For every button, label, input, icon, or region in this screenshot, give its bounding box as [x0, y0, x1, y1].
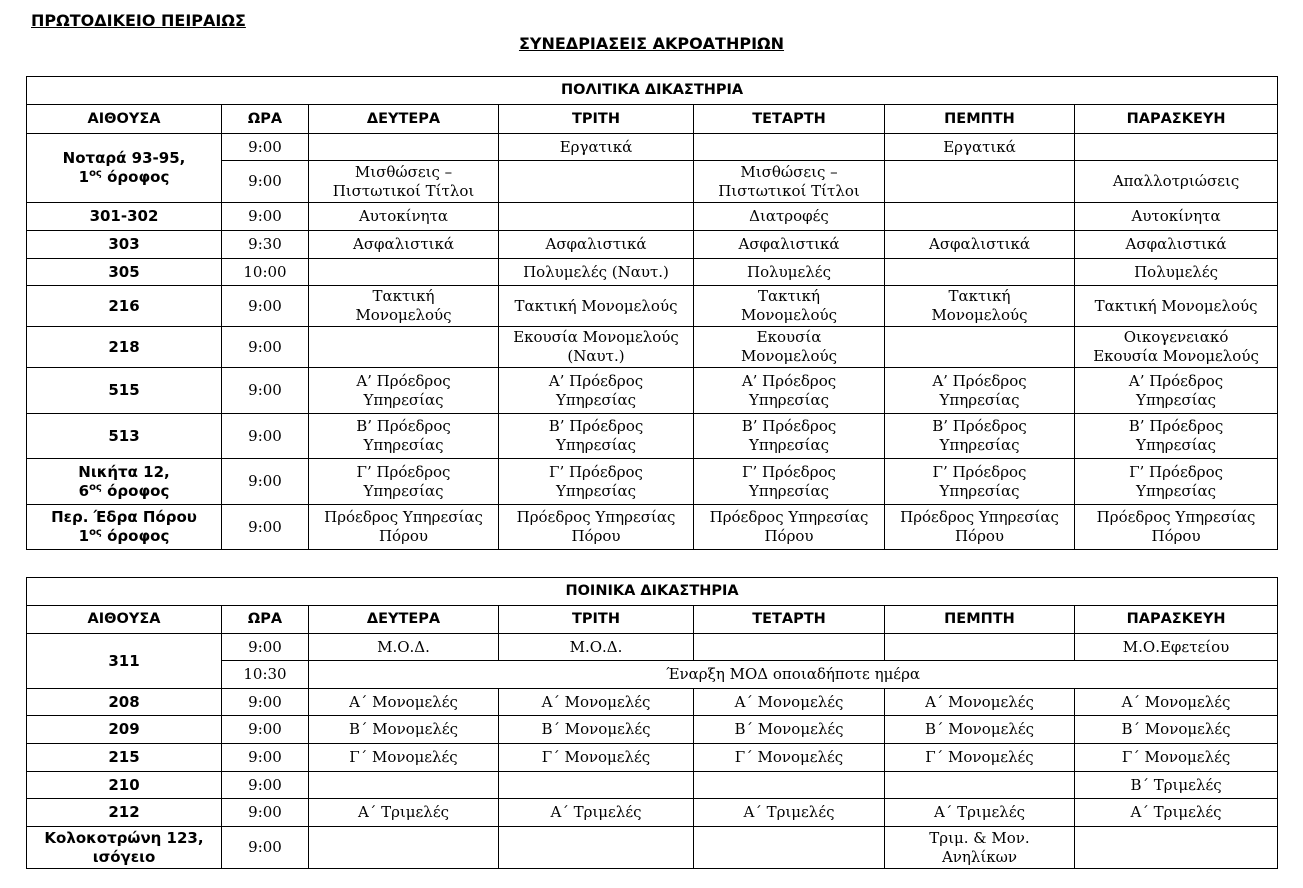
session-cell: Πρόεδρος Υπηρεσίας Πόρου [309, 505, 499, 550]
column-header-wednesday: ΤΕΤΑΡΤΗ [694, 105, 885, 134]
session-cell: Αυτοκίνητα [309, 203, 499, 231]
civil-table-title: ΠΟΛΙΤΙΚΑ ΔΙΚΑΣΤΗΡΙΑ [27, 77, 1278, 105]
criminal-courts-table [26, 577, 1278, 869]
session-cell: Μ.Ο.Δ. [309, 634, 499, 661]
session-cell: Β’ Πρόεδρος Υπηρεσίας [1075, 414, 1278, 459]
session-cell: Εργατικά [499, 134, 694, 161]
time-cell: 9:00 [222, 827, 309, 869]
session-cell: Ασφαλιστικά [499, 231, 694, 259]
time-cell: 9:00 [222, 772, 309, 799]
session-cell: Β’ Πρόεδρος Υπηρεσίας [885, 414, 1075, 459]
schedule-title: ΣΥΝΕΔΡΙΑΣΕΙΣ ΑΚΡΟΑΤΗΡΙΩΝ [518, 34, 785, 53]
session-cell [499, 827, 694, 869]
session-cell: Γ’ Πρόεδρος Υπηρεσίας [1075, 459, 1278, 505]
session-cell: Γ΄ Μονομελές [694, 744, 885, 772]
room-floor: ισόγειο [92, 847, 156, 866]
table-row [27, 134, 1278, 161]
criminal-table-title: ΠΟΙΝΙΚΑ ΔΙΚΑΣΤΗΡΙΑ [27, 578, 1278, 606]
session-cell: Τακτική Μονομελούς [499, 286, 694, 327]
session-cell: Β’ Πρόεδρος Υπηρεσίας [694, 414, 885, 459]
column-header-thursday: ΠΕΜΠΤΗ [885, 105, 1075, 134]
session-cell: Γ’ Πρόεδρος Υπηρεσίας [309, 459, 499, 505]
room-cell: 305 [27, 259, 222, 286]
room-cell: 208 [27, 689, 222, 716]
session-cell: Διατροφές [694, 203, 885, 231]
session-cell: Γ΄ Μονομελές [1075, 744, 1278, 772]
session-cell: Β΄ Τριμελές [1075, 772, 1278, 799]
session-cell: Β΄ Μονομελές [499, 716, 694, 744]
column-header-time: ΩΡΑ [222, 606, 309, 634]
column-header-tuesday: ΤΡΙΤΗ [499, 105, 694, 134]
column-header-time: ΩΡΑ [222, 105, 309, 134]
session-cell: Α΄ Μονομελές [499, 689, 694, 716]
table-row [27, 259, 1278, 286]
session-cell: Μ.Ο.Δ. [499, 634, 694, 661]
room-cell: 513 [27, 414, 222, 459]
session-cell [885, 327, 1075, 368]
session-cell: Β’ Πρόεδρος Υπηρεσίας [309, 414, 499, 459]
table-row [27, 459, 1278, 505]
table-row [27, 231, 1278, 259]
table-row [27, 744, 1278, 772]
time-cell: 9:00 [222, 327, 309, 368]
table-row [27, 505, 1278, 550]
session-cell: Πρόεδρος Υπηρεσίας Πόρου [1075, 505, 1278, 550]
session-cell: Εργατικά [885, 134, 1075, 161]
time-cell: 9:00 [222, 689, 309, 716]
session-cell [499, 161, 694, 203]
session-cell: Β’ Πρόεδρος Υπηρεσίας [499, 414, 694, 459]
table-row [27, 827, 1278, 869]
session-cell: Α΄ Τριμελές [885, 799, 1075, 827]
room-cell [27, 827, 222, 869]
session-cell [1075, 827, 1278, 869]
session-cell: Β΄ Μονομελές [885, 716, 1075, 744]
table-row [27, 327, 1278, 368]
session-cell: Α΄ Μονομελές [885, 689, 1075, 716]
column-header-monday: ΔΕΥΤΕΡΑ [309, 606, 499, 634]
session-cell: Εκουσία Μονομελούς [694, 327, 885, 368]
session-cell: Α΄ Μονομελές [694, 689, 885, 716]
room-cell [27, 505, 222, 550]
column-header-friday: ΠΑΡΑΣΚΕΥΗ [1075, 105, 1278, 134]
session-cell: Τριμ. & Μον. Ανηλίκων [885, 827, 1075, 869]
time-cell: 9:00 [222, 134, 309, 161]
session-cell: Πολυμελές [1075, 259, 1278, 286]
table-row [27, 368, 1278, 414]
room-cell: 311 [27, 634, 222, 689]
session-cell: Πολυμελές [694, 259, 885, 286]
session-cell: Α’ Πρόεδρος Υπηρεσίας [309, 368, 499, 414]
column-header-room: ΑΙΘΟΥΣΑ [27, 105, 222, 134]
room-cell: 216 [27, 286, 222, 327]
session-cell [885, 203, 1075, 231]
session-cell [694, 827, 885, 869]
column-header-thursday: ΠΕΜΠΤΗ [885, 606, 1075, 634]
table-row [27, 772, 1278, 799]
session-cell: Α’ Πρόεδρος Υπηρεσίας [694, 368, 885, 414]
column-header-room: ΑΙΘΟΥΣΑ [27, 606, 222, 634]
time-cell: 9:00 [222, 161, 309, 203]
session-cell: Γ΄ Μονομελές [309, 744, 499, 772]
room-cell [27, 459, 222, 505]
room-name: Νικήτα 12, [78, 462, 170, 481]
room-floor-ordinal: ος [89, 527, 102, 538]
table-row [27, 203, 1278, 231]
session-cell: Πρόεδρος Υπηρεσίας Πόρου [885, 505, 1075, 550]
session-cell: Α΄ Μονομελές [309, 689, 499, 716]
time-cell: 9:00 [222, 286, 309, 327]
column-header-friday: ΠΑΡΑΣΚΕΥΗ [1075, 606, 1278, 634]
time-cell: 9:30 [222, 231, 309, 259]
session-cell: Απαλλοτριώσεις [1075, 161, 1278, 203]
room-floor-number: 1 [78, 527, 90, 545]
column-header-monday: ΔΕΥΤΕΡΑ [309, 105, 499, 134]
session-cell: Α’ Πρόεδρος Υπηρεσίας [1075, 368, 1278, 414]
time-cell: 9:00 [222, 716, 309, 744]
session-cell: Αυτοκίνητα [1075, 203, 1278, 231]
room-cell: 301-302 [27, 203, 222, 231]
table-row [27, 689, 1278, 716]
session-cell: Οικογενειακό Εκουσία Μονομελούς [1075, 327, 1278, 368]
room-floor-ordinal: ος [89, 168, 102, 179]
session-cell: Α’ Πρόεδρος Υπηρεσίας [499, 368, 694, 414]
session-cell-any-day: Έναρξη ΜΟΔ οποιαδήποτε ημέρα [309, 661, 1278, 689]
session-cell [885, 634, 1075, 661]
session-cell [885, 259, 1075, 286]
time-cell: 9:00 [222, 799, 309, 827]
session-cell: Γ΄ Μονομελές [499, 744, 694, 772]
session-cell: Μ.Ο.Εφετείου [1075, 634, 1278, 661]
civil-courts-table [26, 76, 1278, 550]
time-cell: 9:00 [222, 634, 309, 661]
room-floor-word: όροφος [101, 527, 170, 545]
room-floor-ordinal: ος [89, 481, 102, 493]
room-cell: 215 [27, 744, 222, 772]
session-cell [1075, 134, 1278, 161]
session-cell: Γ’ Πρόεδρος Υπηρεσίας [694, 459, 885, 505]
room-floor-number: 1 [78, 168, 90, 186]
room-cell: 209 [27, 716, 222, 744]
session-cell: Α΄ Μονομελές [1075, 689, 1278, 716]
session-cell: Τακτική Μονομελούς [1075, 286, 1278, 327]
room-cell: 212 [27, 799, 222, 827]
session-cell: Πρόεδρος Υπηρεσίας Πόρου [499, 505, 694, 550]
session-cell [885, 772, 1075, 799]
session-cell: Πρόεδρος Υπηρεσίας Πόρου [694, 505, 885, 550]
room-floor-word: όροφος [101, 168, 170, 186]
session-cell: Ασφαλιστικά [885, 231, 1075, 259]
session-cell: Τακτική Μονομελούς [309, 286, 499, 327]
session-cell: Ασφαλιστικά [694, 231, 885, 259]
room-cell: 218 [27, 327, 222, 368]
session-cell [694, 634, 885, 661]
session-cell [694, 772, 885, 799]
session-cell: Γ΄ Μονομελές [885, 744, 1075, 772]
session-cell: Α’ Πρόεδρος Υπηρεσίας [885, 368, 1075, 414]
time-cell: 10:30 [222, 661, 309, 689]
session-cell [309, 259, 499, 286]
time-cell: 9:00 [222, 459, 309, 505]
room-name: Νοταρά 93-95, [62, 149, 186, 167]
session-cell: Α΄ Τριμελές [309, 799, 499, 827]
session-cell: Τακτική Μονομελούς [694, 286, 885, 327]
session-cell: Ασφαλιστικά [1075, 231, 1278, 259]
session-cell [694, 134, 885, 161]
session-cell [309, 134, 499, 161]
room-cell: 515 [27, 368, 222, 414]
room-cell: 303 [27, 231, 222, 259]
session-cell: Πολυμελές (Ναυτ.) [499, 259, 694, 286]
session-cell: Ασφαλιστικά [309, 231, 499, 259]
time-cell: 9:00 [222, 505, 309, 550]
room-floor-number: 6 [78, 481, 90, 500]
room-cell [27, 134, 222, 203]
room-floor-word: όροφος [101, 481, 170, 500]
room-name: Περ. Έδρα Πόρου [51, 508, 197, 526]
session-cell: Τακτική Μονομελούς [885, 286, 1075, 327]
time-cell: 9:00 [222, 203, 309, 231]
session-cell: Β΄ Μονομελές [309, 716, 499, 744]
session-cell: Μισθώσεις – Πιστωτικοί Τίτλοι [694, 161, 885, 203]
session-cell [309, 827, 499, 869]
table-row [27, 799, 1278, 827]
session-cell [309, 327, 499, 368]
session-cell: Β΄ Μονομελές [1075, 716, 1278, 744]
session-cell: Μισθώσεις – Πιστωτικοί Τίτλοι [309, 161, 499, 203]
room-cell: 210 [27, 772, 222, 799]
session-cell: Α΄ Τριμελές [694, 799, 885, 827]
room-name: Κολοκοτρώνη 123, [44, 828, 204, 847]
column-header-wednesday: ΤΕΤΑΡΤΗ [694, 606, 885, 634]
table-row [27, 634, 1278, 661]
time-cell: 9:00 [222, 744, 309, 772]
table-row [27, 286, 1278, 327]
session-cell [499, 772, 694, 799]
session-cell: Γ’ Πρόεδρος Υπηρεσίας [499, 459, 694, 505]
time-cell: 9:00 [222, 368, 309, 414]
table-row [27, 716, 1278, 744]
session-cell [499, 203, 694, 231]
session-cell: Β΄ Μονομελές [694, 716, 885, 744]
session-cell: Εκουσία Μονομελούς (Ναυτ.) [499, 327, 694, 368]
column-header-tuesday: ΤΡΙΤΗ [499, 606, 694, 634]
session-cell [885, 161, 1075, 203]
session-cell [309, 772, 499, 799]
time-cell: 9:00 [222, 414, 309, 459]
session-cell: Α΄ Τριμελές [1075, 799, 1278, 827]
table-row [27, 414, 1278, 459]
time-cell: 10:00 [222, 259, 309, 286]
session-cell: Α΄ Τριμελές [499, 799, 694, 827]
session-cell: Γ’ Πρόεδρος Υπηρεσίας [885, 459, 1075, 505]
court-title: ΠΡΩΤΟΔΙΚΕΙΟ ΠΕΙΡΑΙΩΣ [31, 11, 246, 30]
